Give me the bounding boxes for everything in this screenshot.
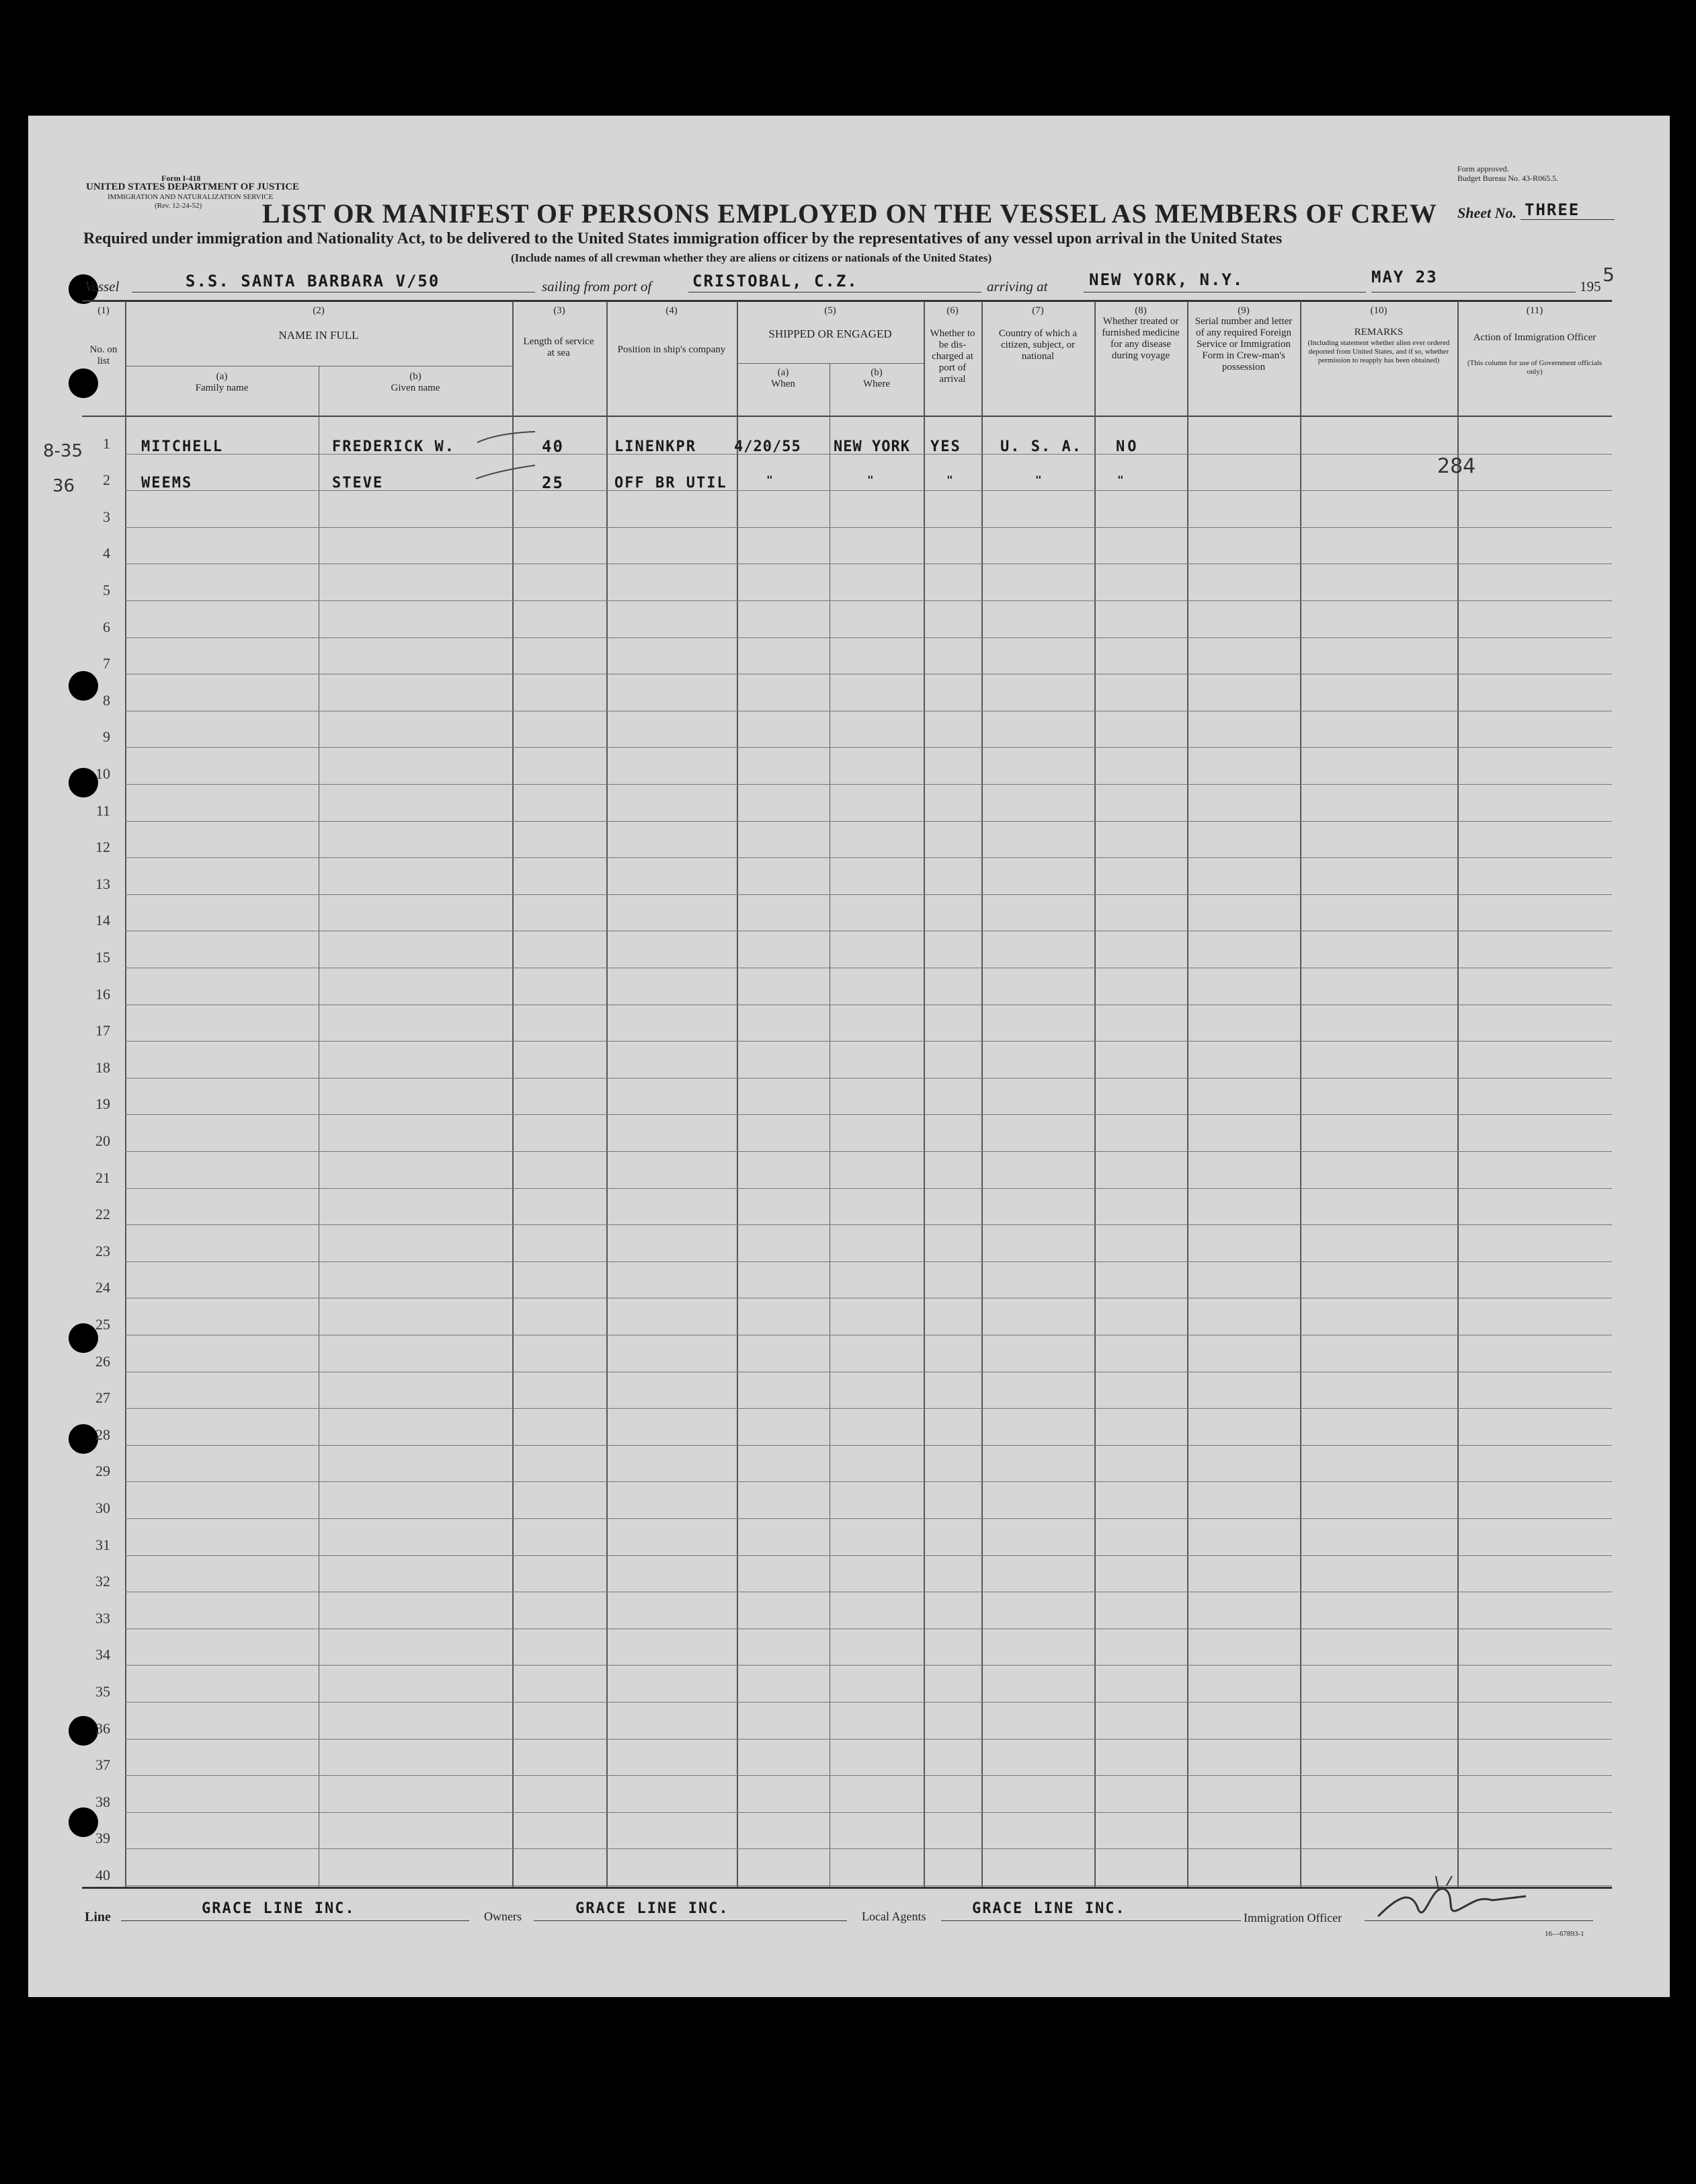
year-suffix: 5 — [1603, 264, 1615, 286]
owners-name: GRACE LINE INC. — [575, 1900, 729, 1917]
row-number: 8 — [103, 692, 110, 709]
form-approved: Form approved. — [1457, 164, 1509, 173]
row-number: 15 — [95, 949, 110, 966]
row-number: 18 — [95, 1059, 110, 1076]
row-number: 19 — [95, 1095, 110, 1112]
row-number: 7 — [103, 655, 110, 672]
row-line — [125, 857, 1612, 858]
sheet-value: THREE — [1525, 200, 1580, 219]
budget-bureau: Budget Bureau No. 43-R065.5. — [1457, 173, 1558, 183]
row-2-treated: " — [1117, 473, 1125, 486]
col-num-6: (6) — [946, 305, 959, 316]
row-1-where: NEW YORK — [834, 438, 910, 455]
row-2-discharged: " — [946, 473, 955, 486]
margin-note: 8-35 — [43, 441, 83, 461]
header-serial-number: Serial number and letter of any required Foreign Service or Immigration Form in Crew-man's possession — [1195, 316, 1293, 373]
row-number: 14 — [95, 912, 110, 929]
department: UNITED STATES DEPARTMENT OF JUSTICE — [86, 182, 300, 192]
row-line — [125, 821, 1612, 822]
row-line — [125, 1188, 1612, 1189]
row-line — [125, 600, 1612, 601]
officer-label: Immigration Officer — [1244, 1911, 1342, 1924]
sailing-label: sailing from port of — [542, 278, 652, 295]
row-number: 37 — [95, 1756, 110, 1773]
agents-name: GRACE LINE INC. — [972, 1900, 1126, 1917]
row-2-family: WEEMS — [141, 475, 193, 492]
form-number: Form I-418 — [161, 173, 201, 183]
row-number: 1 — [103, 435, 110, 452]
row-number: 6 — [103, 619, 110, 635]
row-line — [125, 1114, 1612, 1115]
header-remarks-note: (Including statement whether alien ever ordered deported from United States, and if so, whether permission to reapply has been obtained) — [1307, 339, 1450, 364]
header-when: (a) When — [771, 367, 795, 389]
row-line — [125, 1665, 1612, 1666]
row-line — [125, 1702, 1612, 1703]
row-1-discharged: YES — [930, 438, 961, 455]
col-num-8: (8) — [1135, 305, 1147, 316]
subtitle: Required under immigration and Nationality Act, to be delivered to the United States immigration officer by the representatives of any vessel upon arrival in the United States — [83, 230, 1283, 247]
row-line — [125, 563, 1612, 564]
header-discharged: Whether to be dis-charged at port of arrival — [930, 328, 975, 385]
header-shipped-engaged: SHIPPED OR ENGAGED — [768, 327, 892, 340]
row-number: 26 — [95, 1353, 110, 1370]
row-line — [125, 1775, 1612, 1776]
row-number: 32 — [95, 1573, 110, 1590]
row-2-action: 284 — [1437, 455, 1476, 478]
header-no-on-list: No. on list — [89, 344, 118, 366]
arrival-port: NEW YORK, N.Y. — [1089, 270, 1244, 289]
print-code: 16—67893-1 — [1545, 1930, 1584, 1938]
header-given-name: (b) Given name — [391, 371, 440, 393]
row-line — [125, 1078, 1612, 1079]
header-family-name: (a) Family name — [195, 371, 249, 393]
header-position: Position in ship's company — [617, 344, 726, 355]
row-2-country: " — [1035, 473, 1043, 486]
service: IMMIGRATION AND NATURALIZATION SERVICE — [108, 193, 274, 201]
row-2-service: 25 — [542, 473, 564, 492]
row-2-position: OFF BR UTIL — [614, 475, 727, 492]
row-line — [125, 637, 1612, 638]
row-number: 16 — [95, 986, 110, 1003]
row-number: 38 — [95, 1793, 110, 1810]
row-number: 13 — [95, 875, 110, 892]
header-length-of-service: Length of service at sea — [523, 336, 594, 358]
row-1-treated: NO — [1116, 438, 1139, 455]
vessel-name: S.S. SANTA BARBARA V/50 — [186, 272, 440, 290]
tick-marks-icon — [471, 430, 544, 484]
col-num-10: (10) — [1370, 305, 1387, 316]
row-line — [125, 1445, 1612, 1446]
row-1-given: FREDERICK W. — [332, 438, 455, 455]
row-number: 17 — [95, 1022, 110, 1039]
punch-hole-icon — [69, 368, 98, 398]
line-label: Line — [85, 1910, 111, 1924]
row-1-service: 40 — [542, 437, 564, 456]
row-number: 21 — [95, 1169, 110, 1186]
header-remarks: REMARKS — [1354, 327, 1404, 338]
row-line — [125, 1481, 1612, 1482]
row-number: 27 — [95, 1389, 110, 1406]
departure-port: CRISTOBAL, C.Z. — [692, 272, 858, 290]
year-prefix: 195 — [1580, 278, 1601, 295]
arrival-date: MAY 23 — [1371, 268, 1438, 286]
row-1-position: LINENKPR — [614, 438, 696, 455]
row-number: 12 — [95, 838, 110, 855]
col-num-1: (1) — [97, 305, 110, 316]
header-name-in-full: NAME IN FULL — [278, 329, 359, 342]
row-line — [125, 1151, 1612, 1152]
row-line — [125, 1224, 1612, 1225]
row-number: 11 — [95, 802, 110, 819]
col-num-2: (2) — [313, 305, 325, 316]
row-line — [125, 1261, 1612, 1262]
row-line — [125, 747, 1612, 748]
row-line — [125, 1555, 1612, 1556]
col-num-11: (11) — [1526, 305, 1543, 316]
row-number: 3 — [103, 508, 110, 525]
row-number: 4 — [103, 545, 110, 561]
row-number: 20 — [95, 1132, 110, 1149]
agents-label: Local Agents — [862, 1910, 926, 1923]
row-number: 23 — [95, 1243, 110, 1259]
row-line — [125, 1848, 1612, 1849]
row-2-when: " — [766, 473, 774, 486]
row-number: 30 — [95, 1499, 110, 1516]
row-line — [125, 1739, 1612, 1740]
row-line — [125, 894, 1612, 895]
owners-label: Owners — [484, 1910, 522, 1923]
line-name: GRACE LINE INC. — [202, 1900, 356, 1917]
row-number: 40 — [95, 1867, 110, 1883]
row-number: 24 — [95, 1279, 110, 1296]
header-where: (b) Where — [863, 367, 890, 389]
col-num-7: (7) — [1032, 305, 1044, 316]
revision: (Rev. 12-24-52) — [155, 202, 202, 210]
row-number: 33 — [95, 1610, 110, 1627]
col-num-4: (4) — [665, 305, 678, 316]
row-number: 5 — [103, 582, 110, 598]
row-number: 25 — [95, 1316, 110, 1333]
row-number: 31 — [95, 1536, 110, 1553]
row-2-given: STEVE — [332, 475, 384, 492]
col-num-9: (9) — [1238, 305, 1250, 316]
row-number: 2 — [103, 471, 110, 488]
row-number: 10 — [95, 765, 110, 782]
manifest-page — [28, 116, 1670, 1997]
sheet-label: Sheet No. — [1457, 204, 1517, 221]
row-1-family: MITCHELL — [141, 438, 223, 455]
row-2-where: " — [867, 473, 875, 486]
page-title: LIST OR MANIFEST OF PERSONS EMPLOYED ON THE VESSEL AS MEMBERS OF CREW — [262, 198, 1437, 229]
row-line — [125, 1408, 1612, 1409]
row-line — [125, 527, 1612, 528]
row-number: 34 — [95, 1646, 110, 1663]
row-number: 36 — [95, 1720, 110, 1737]
col-num-5: (5) — [824, 305, 836, 316]
col-num-3: (3) — [553, 305, 565, 316]
margin-note: 36 — [52, 476, 75, 496]
row-number: 28 — [95, 1426, 110, 1443]
row-number: 29 — [95, 1462, 110, 1479]
row-line — [125, 1041, 1612, 1042]
header-action-note: (This column for use of Government officials only) — [1467, 359, 1603, 376]
vessel-label: Vessel — [85, 278, 120, 295]
row-1-country: U. S. A. — [1000, 438, 1082, 455]
officer-signature — [1371, 1876, 1533, 1930]
row-1-when: 4/20/55 — [734, 438, 801, 455]
row-number: 22 — [95, 1206, 110, 1222]
row-line — [125, 784, 1612, 785]
row-number: 39 — [95, 1830, 110, 1846]
include-note: (Include names of all crewman whether they are aliens or citizens or nationals of the United States) — [511, 251, 992, 264]
header-treated: Whether treated or furnished medicine for any disease during voyage — [1102, 316, 1180, 361]
row-number: 35 — [95, 1683, 110, 1700]
header-action: Action of Immigration Officer — [1473, 332, 1597, 343]
arriving-label: arriving at — [987, 278, 1048, 295]
row-line — [125, 1518, 1612, 1519]
row-line — [125, 1812, 1612, 1813]
row-number: 9 — [103, 728, 110, 745]
header-country: Country of which a citizen, subject, or national — [998, 328, 1078, 362]
